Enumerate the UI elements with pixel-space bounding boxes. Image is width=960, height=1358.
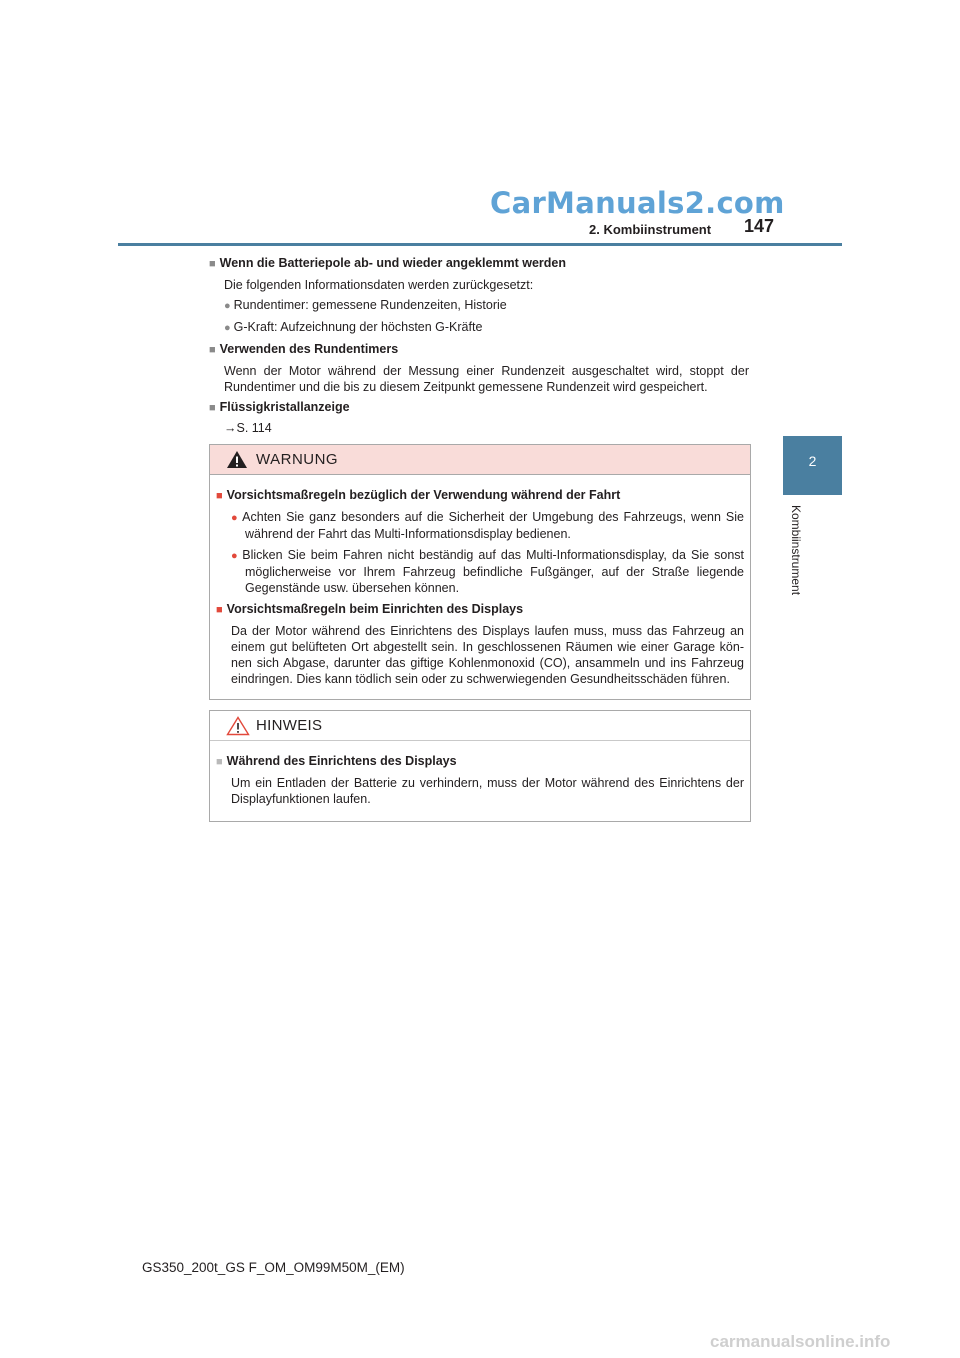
warning-bullet: ● Achten Sie ganz besonders auf die Sicherheit der Umgebung des Fahrzeugs, wenn Sie während der Fahrt das Multi-Informationsdisplay bedienen. — [231, 510, 744, 541]
warning-bullet: ● Blicken Sie beim Fahren nicht beständig auf das Multi-Informationsdisplay, da Sie sonst möglicherweise vor Ihrem Fahrzeug befindliche Fußgänger, auf der Straße liegende Gegenstände usw. übersehen können. — [231, 548, 744, 595]
section-title: ■ Verwenden des Rundentimers — [209, 342, 399, 356]
section-title: ■ Wenn die Batteriepole ab- und wieder angeklemmt werden — [209, 256, 567, 270]
note-box — [209, 710, 751, 822]
dot-bullet-icon: ● — [231, 550, 240, 562]
list-item: ● Rundentimer: gemessene Rundenzeiten, Historie — [224, 298, 507, 312]
warning-body — [210, 475, 750, 687]
square-bullet-icon: ■ — [216, 490, 223, 502]
warning-header — [210, 445, 750, 475]
warning-item-title: ■ Vorsichtsmaßregeln bezüglich der Verwendung während der Fahrt — [216, 488, 621, 502]
section-title: ■ Flüssigkristallanzeige — [209, 400, 350, 414]
chapter-tab — [783, 436, 842, 495]
header-section-title: 2. Kombiinstrument — [589, 222, 712, 237]
dot-bullet-icon: ● — [224, 322, 231, 334]
watermark-carmanualsonline: carmanualsonline.info — [710, 1332, 891, 1351]
watermark-carmanuals2: CarManuals2.com — [490, 186, 785, 220]
section-intro: Die folgenden Informationsdaten werden zurückgesetzt: — [224, 278, 534, 292]
header-rule — [118, 243, 842, 246]
dot-bullet-icon: ● — [231, 512, 240, 524]
note-item-title: ■ Während des Einrichtens des Displays — [216, 754, 457, 768]
warning-triangle-icon — [226, 450, 248, 469]
section-text: Wenn der Motor während der Messung einer Rundenzeit ausgeschaltet wird, stoppt der Rundentimer und die bis zu diesem Zeitpunkt gemessene Rundenzeit wird gespeichert. — [224, 364, 749, 394]
page-number: 147 — [744, 216, 775, 236]
square-bullet-icon: ■ — [216, 756, 223, 768]
page-reference-link[interactable]: →S. 114 — [224, 421, 272, 435]
warning-box — [209, 444, 751, 700]
chapter-tab-label: Kombiinstrument — [789, 505, 803, 596]
dot-bullet-icon: ● — [224, 300, 231, 312]
warning-item-text: Da der Motor während des Einrichtens des Displays laufen muss, muss das Fahrzeug an einem gut belüfteten Ort abgestellt sein. In geschlossenen Räumen wie einer Garage kön-nen sich Abgase, darunter das giftige Kohlenmonoxid (CO), ansammeln und ins Fahrzeug eindringen. Dies kann tödlich sein oder zu schwerwiegenden Gesundheitsschäden führen. — [231, 624, 744, 686]
warning-item-title: ■ Vorsichtsmaßregeln beim Einrichten des Displays — [216, 602, 524, 616]
warning-title: WARNUNG — [256, 451, 339, 468]
note-header — [210, 711, 750, 741]
note-body — [210, 741, 750, 807]
document-footer-code: GS350_200t_GS F_OM_OM99M50M_(EM) — [142, 1260, 405, 1275]
caution-triangle-icon — [226, 716, 250, 736]
square-bullet-icon: ■ — [209, 344, 216, 356]
list-item: ● G-Kraft: Aufzeichnung der höchsten G-Kräfte — [224, 320, 483, 334]
note-item-text: Um ein Entladen der Batterie zu verhindern, muss der Motor während des Einrichtens der Displayfunktionen laufen. — [231, 776, 744, 806]
square-bullet-icon: ■ — [209, 402, 216, 414]
main-content — [209, 255, 749, 445]
square-bullet-icon: ■ — [209, 258, 216, 270]
note-title: HINWEIS — [256, 717, 323, 734]
square-bullet-icon: ■ — [216, 604, 223, 616]
chapter-tab-number: 2 — [808, 453, 817, 469]
